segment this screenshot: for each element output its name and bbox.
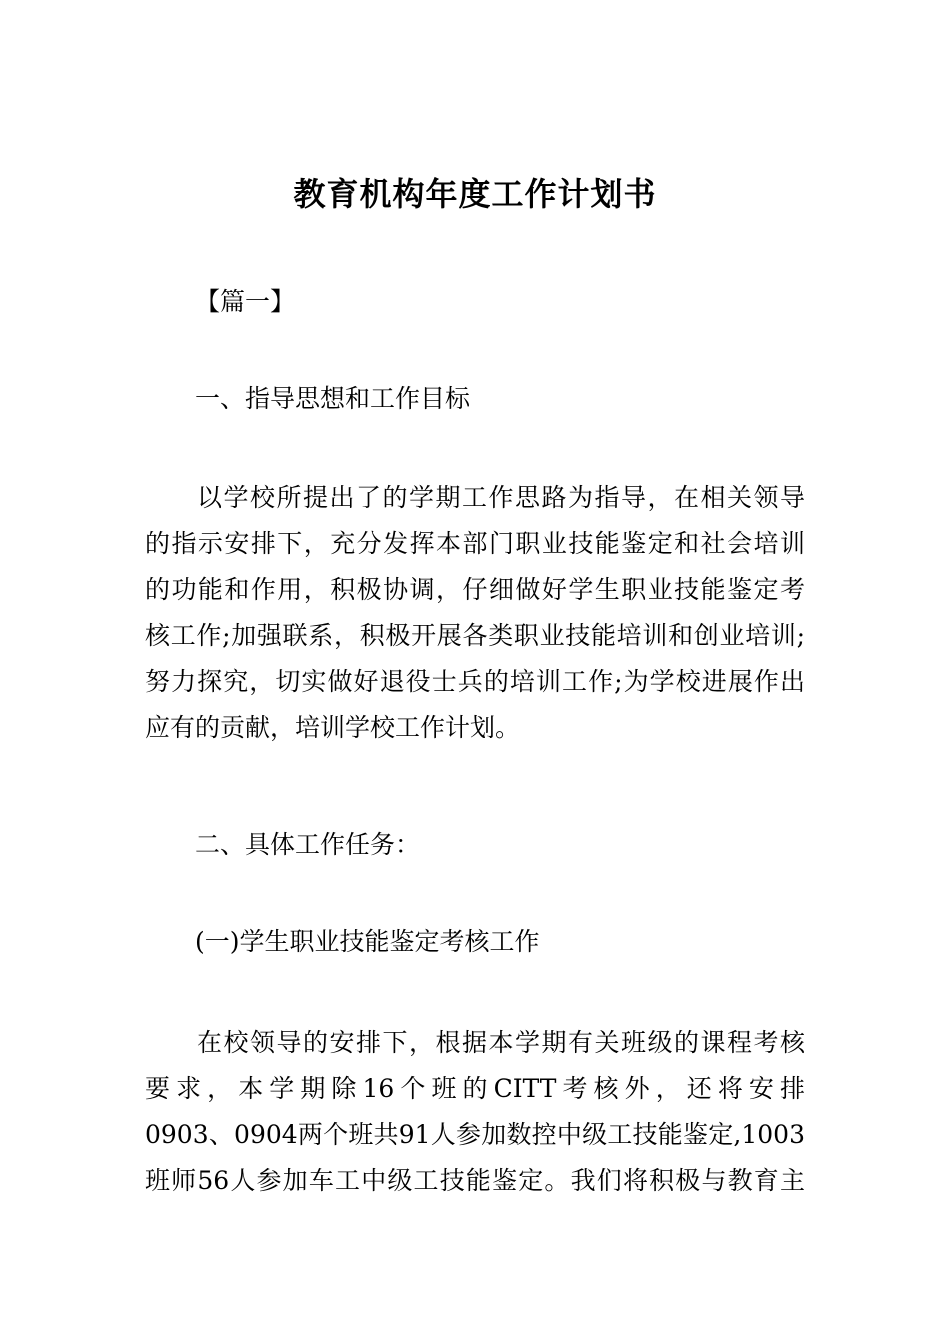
paragraph-2 xyxy=(145,1020,805,1204)
section-2-heading: 二、具体工作任务： xyxy=(195,830,421,859)
paragraph-1-line: 的功能和作用，积极协调，仔细做好学生职业技能鉴定考 xyxy=(145,575,805,604)
paragraph-2-line: 0903、0904两个班共91人参加数控中级工技能鉴定,1003 xyxy=(145,1120,805,1149)
paragraph-1 xyxy=(145,475,805,751)
document-title: 教育机构年度工作计划书 xyxy=(293,175,657,213)
paragraph-1-line: 的指示安排下，充分发挥本部门职业技能鉴定和社会培训 xyxy=(145,529,805,558)
paragraph-1-line: 以学校所提出了的学期工作思路为指导，在相关领导 xyxy=(197,483,805,512)
paragraph-1-line: 努力探究，切实做好退役士兵的培训工作;为学校进展作出 xyxy=(145,667,805,696)
paragraph-2-line: 在校领导的安排下，根据本学期有关班级的课程考核 xyxy=(197,1028,805,1057)
subsection-1-heading: (一)学生职业技能鉴定考核工作 xyxy=(195,927,540,956)
paragraph-2-line: 班师56人参加车工中级工技能鉴定。我们将积极与教育主 xyxy=(145,1166,805,1195)
paragraph-2-line: 要求，本学期除16个班的CITT考核外，还将安排 xyxy=(145,1074,805,1103)
paragraph-1-line: 核工作;加强联系，积极开展各类职业技能培训和创业培训; xyxy=(145,621,805,650)
part-label: 【篇一】 xyxy=(195,287,296,316)
section-1-heading: 一、指导思想和工作目标 xyxy=(195,384,471,413)
paragraph-1-line: 应有的贡献，培训学校工作计划。 xyxy=(145,713,521,742)
